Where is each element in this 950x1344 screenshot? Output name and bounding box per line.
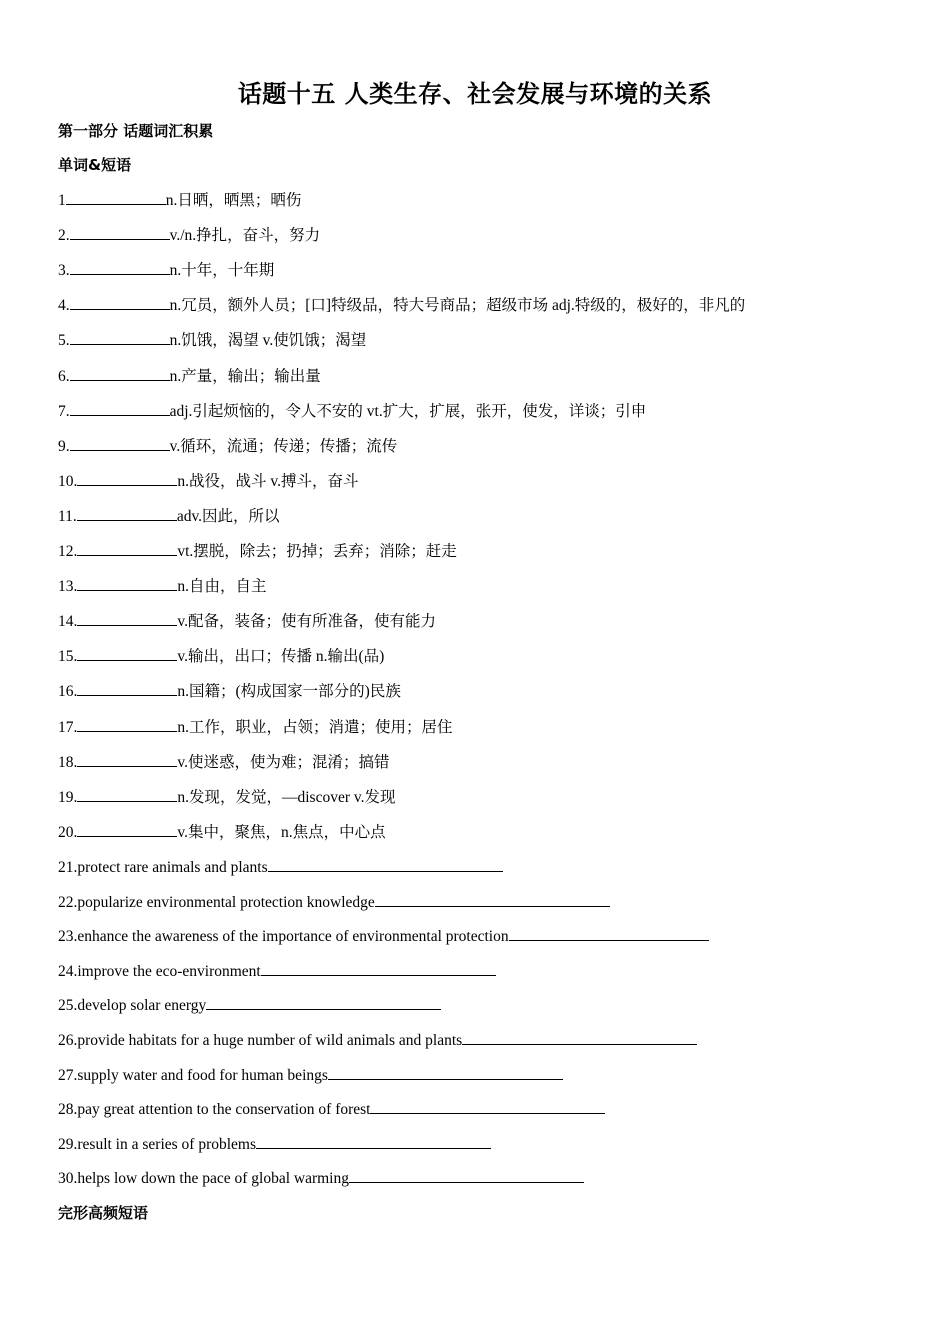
phrase-text: 28.pay great attention to the conservation of forest <box>58 1101 371 1119</box>
vocab-item <box>58 822 386 843</box>
vocab-item <box>58 295 745 316</box>
vocab-number: 17. <box>58 718 78 736</box>
answer-blank[interactable] <box>328 1065 563 1080</box>
vocab-number: 5. <box>58 332 70 350</box>
vocab-item <box>58 330 366 351</box>
answer-blank[interactable] <box>370 1099 605 1114</box>
phrase-item <box>58 892 610 913</box>
answer-blank[interactable] <box>509 926 709 941</box>
vocab-item <box>58 541 457 562</box>
vocab-definition: adv.因此，所以 <box>176 507 280 525</box>
vocab-definition: n.发现，发觉，—discover v.发现 <box>177 788 396 806</box>
vocab-number: 13. <box>58 578 78 596</box>
phrase-item <box>58 926 709 947</box>
vocab-number: 6. <box>58 367 70 385</box>
words-heading: 单词&短语 <box>58 156 132 174</box>
vocab-number: 3. <box>58 262 70 280</box>
phrase-item <box>58 1168 584 1189</box>
part1-heading: 第一部分 话题词汇积累 <box>58 122 214 140</box>
phrase-text: 30.helps low down the pace of global warming <box>58 1170 349 1188</box>
answer-blank[interactable] <box>70 366 170 381</box>
answer-blank[interactable] <box>66 190 166 205</box>
vocab-item <box>58 717 453 738</box>
phrase-text: 26.provide habitats for a huge number of wild animals and plants <box>58 1032 463 1049</box>
answer-blank[interactable] <box>375 892 610 907</box>
vocab-item <box>58 225 320 246</box>
vocab-definition: n.冗员，额外人员；[口]特级品，特大号商品；超级市场 adj.特级的，极好的，非凡的 <box>169 297 746 315</box>
answer-blank[interactable] <box>70 295 170 310</box>
vocab-item <box>58 401 646 422</box>
vocab-definition: v.循环，流通；传递；传播；流传 <box>169 437 398 455</box>
vocab-item <box>58 436 397 457</box>
vocab-number: 10. <box>58 472 78 490</box>
vocab-definition: v.集中，聚焦，n.焦点，中心点 <box>177 823 386 841</box>
vocab-number: 1 <box>58 192 66 209</box>
vocab-number: 16. <box>58 683 78 701</box>
phrase-item <box>58 995 441 1016</box>
answer-blank[interactable] <box>268 857 503 872</box>
phrase-text: 24.improve the eco-environment <box>58 962 261 980</box>
answer-blank[interactable] <box>77 506 177 521</box>
answer-blank[interactable] <box>462 1030 697 1045</box>
answer-blank[interactable] <box>206 995 441 1010</box>
vocab-item <box>58 787 396 808</box>
answer-blank[interactable] <box>77 471 177 486</box>
answer-blank[interactable] <box>77 611 177 626</box>
answer-blank[interactable] <box>77 576 177 591</box>
vocab-definition: v.输出，出口；传播 n.输出(品) <box>177 648 385 666</box>
answer-blank[interactable] <box>349 1168 584 1183</box>
vocab-definition: n.工作，职业，占领；消遣；使用；居住 <box>177 718 453 736</box>
answer-blank[interactable] <box>77 541 177 556</box>
answer-blank[interactable] <box>70 436 170 451</box>
vocab-number: 4. <box>58 297 70 315</box>
vocab-number: 18. <box>58 753 78 771</box>
vocab-item <box>58 190 301 211</box>
phrase-item <box>58 1030 697 1051</box>
answer-blank[interactable] <box>70 260 170 275</box>
vocab-definition: n.自由，自主 <box>177 578 267 596</box>
answer-blank[interactable] <box>77 822 177 837</box>
vocab-definition: v.配备，装备；使有所准备，使有能力 <box>177 613 436 631</box>
vocab-definition: n.饥饿，渴望 v.使饥饿；渴望 <box>169 332 367 350</box>
vocab-definition: n.产量，输出；输出量 <box>169 367 321 385</box>
vocab-number: 15. <box>58 648 78 666</box>
answer-blank[interactable] <box>77 646 177 661</box>
vocab-definition: n.战役，战斗 v.搏斗，奋斗 <box>177 472 359 490</box>
vocab-item <box>58 611 436 632</box>
phrase-text: 27.supply water and food for human beings <box>58 1066 328 1084</box>
vocab-item <box>58 506 280 527</box>
phrase-text: 21.protect rare animals and plants <box>58 859 268 876</box>
vocab-number: 12. <box>58 543 78 560</box>
phrase-item <box>58 1099 605 1120</box>
vocab-definition: v./n.挣扎，奋斗，努力 <box>169 227 321 245</box>
vocab-definition: n.国籍；(构成国家一部分的)民族 <box>177 683 401 701</box>
answer-blank[interactable] <box>77 717 177 732</box>
vocab-item <box>58 471 359 492</box>
answer-blank[interactable] <box>77 752 177 767</box>
vocab-definition: adj.引起烦恼的，令人不安的 vt.扩大，扩展，张开，使发，详谈；引申 <box>169 402 647 420</box>
vocab-item <box>58 366 321 387</box>
answer-blank[interactable] <box>261 961 496 976</box>
vocab-number: 20. <box>58 823 78 841</box>
answer-blank[interactable] <box>70 225 170 240</box>
answer-blank[interactable] <box>77 787 177 802</box>
vocab-item <box>58 260 274 281</box>
phrase-item <box>58 857 503 878</box>
phrase-text: 23.enhance the awareness of the importance of environmental protection <box>58 928 509 946</box>
vocab-definition: n.十年，十年期 <box>169 262 275 280</box>
phrase-item <box>58 961 496 982</box>
vocab-definition: vt.摆脱，除去；扔掉；丢弃；消除；赶走 <box>177 543 457 560</box>
phrase-text: 22.popularize environmental protection knowledge <box>58 893 375 911</box>
vocab-number: 14. <box>58 613 78 631</box>
answer-blank[interactable] <box>77 681 177 696</box>
cloze-heading: 完形高频短语 <box>58 1204 149 1222</box>
answer-blank[interactable] <box>70 401 170 416</box>
vocab-item <box>58 646 384 667</box>
vocab-definition: v.使迷惑，使为难；混淆；搞错 <box>177 753 390 771</box>
vocab-item <box>58 752 390 773</box>
vocab-number: 11. <box>58 507 77 525</box>
answer-blank[interactable] <box>70 330 170 345</box>
vocab-item <box>58 576 267 597</box>
vocab-number: 19. <box>58 788 78 806</box>
phrase-text: 25.develop solar energy <box>58 997 207 1015</box>
phrase-text: 29.result in a series of problems <box>58 1135 257 1153</box>
page-title: 话题十五 人类生存、社会发展与环境的关系 <box>237 80 713 108</box>
vocab-number: 7. <box>58 402 70 420</box>
vocab-definition: n.日晒，晒黑；晒伤 <box>165 192 302 209</box>
vocab-number: 2. <box>58 227 70 245</box>
vocab-item <box>58 681 401 702</box>
phrase-item <box>58 1065 563 1086</box>
vocab-number: 9. <box>58 437 70 455</box>
phrase-item <box>58 1134 491 1155</box>
answer-blank[interactable] <box>256 1134 491 1149</box>
